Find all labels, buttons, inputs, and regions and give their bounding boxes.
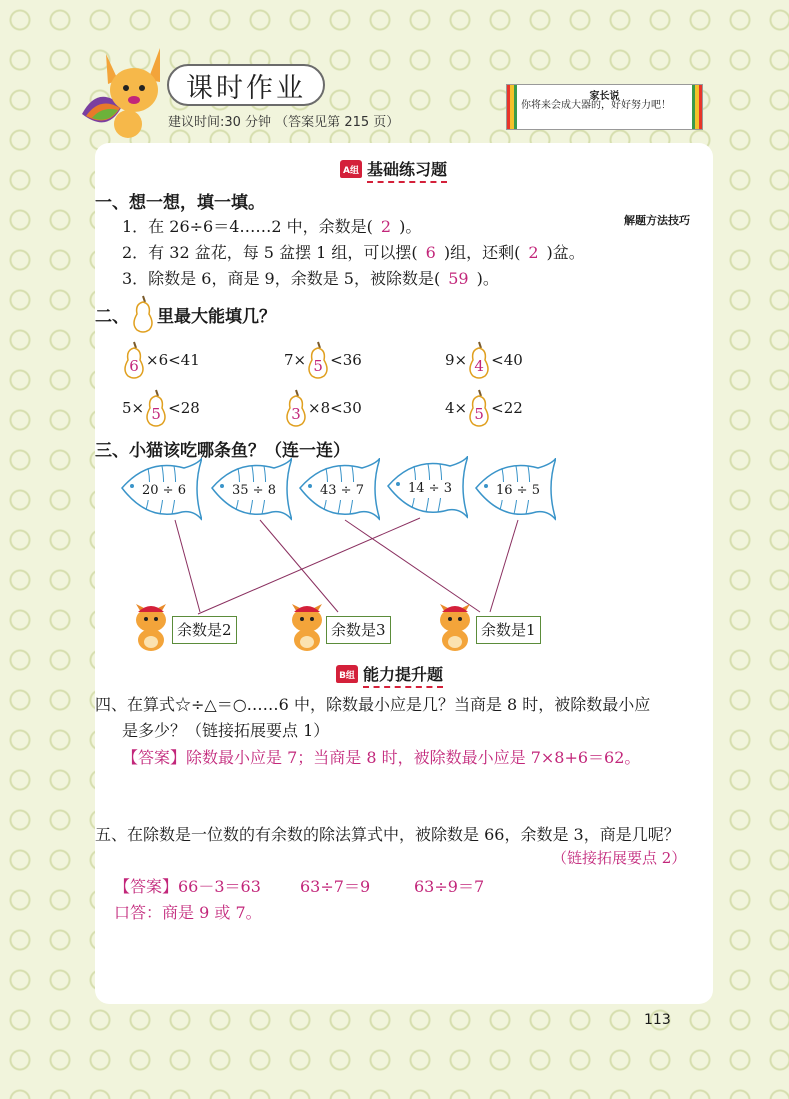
q2-item-2: 7× 5 <36 — [284, 340, 362, 380]
q5-answer-3: 63÷9＝7 — [414, 877, 485, 896]
q2-title: 二、 里最大能填几？ — [95, 294, 276, 334]
q3-title: 三、小猫该吃哪条鱼？（连一连） — [95, 441, 350, 461]
pear-icon: 6 — [122, 340, 146, 380]
fish-4[interactable] — [384, 456, 468, 522]
pear-icon: 5 — [467, 388, 491, 428]
answer-value: 2 — [380, 217, 392, 236]
q2-item-3: 9× 4 <40 — [445, 340, 523, 380]
cat-icon — [284, 600, 330, 652]
cat-remainder-label[interactable]: 余数是1 — [476, 616, 541, 644]
q1-item-1: 1．在 26÷6＝4……2 中，余数是( 2 )。 — [122, 217, 422, 236]
q1-item-3: 3．除数是 6，商是 9，余数是 5，被除数是( 59 )。 — [122, 269, 499, 288]
q5-link: （链接拓展要点 2） — [552, 849, 687, 867]
fish-2[interactable] — [208, 458, 292, 524]
q4-line-2: 是多少？（链接拓展要点 1） — [122, 721, 330, 740]
pear-icon: 4 — [467, 340, 491, 380]
q2-item-6: 4× 5 <22 — [445, 388, 523, 428]
fish-label: 20 ÷ 6 — [138, 482, 190, 500]
cat-icon — [432, 600, 478, 652]
pear-icon: 3 — [284, 388, 308, 428]
cat-remainder-label[interactable]: 余数是2 — [172, 616, 237, 644]
suggested-time: 建议时间:30 分钟 （答案见第 215 页） — [168, 115, 400, 130]
cat-remainder-label[interactable]: 余数是3 — [326, 616, 391, 644]
group-a-badge-icon: A组 — [340, 160, 362, 178]
fish-1[interactable] — [118, 458, 202, 524]
group-b-badge-icon: B组 — [336, 665, 358, 683]
fish-label: 43 ÷ 7 — [316, 482, 368, 500]
fish-5[interactable] — [472, 458, 556, 524]
page-title: 课时作业 — [167, 64, 325, 106]
fish-3[interactable] — [296, 458, 380, 524]
q5-answer-4: 口答：商是 9 或 7。 — [114, 903, 262, 922]
fish-label: 16 ÷ 5 — [492, 482, 544, 500]
parent-note-title: 家长说 — [589, 91, 620, 102]
answer-value: 2 — [528, 243, 539, 262]
q1-item-2: 2．有 32 盆花，每 5 盆摆 1 组，可以摆( 6 )组，还剩( 2 )盆。 — [122, 243, 585, 262]
q5-line-1: 五、在除数是一位数的有余数的除法算式中，被除数是 66，余数是 3，商是几呢？ — [95, 825, 680, 844]
group-b-title: 能力提升题 — [363, 662, 443, 688]
tip-label: 解题方法技巧 — [624, 214, 690, 227]
fish-label: 14 ÷ 3 — [404, 480, 456, 498]
pear-icon: 5 — [144, 388, 168, 428]
pear-icon: 5 — [306, 340, 330, 380]
parent-note-text: 你将来会成大器的，好好努力吧！ — [521, 100, 671, 111]
answer-value: 59 — [448, 269, 469, 288]
q2-item-4: 5× 5 <28 — [122, 388, 200, 428]
q1-title: 一、想一想，填一填。 — [95, 193, 265, 213]
fish-label: 35 ÷ 8 — [228, 482, 280, 500]
q2-item-5: 3 ×8<30 — [284, 388, 362, 428]
q4-line-1: 四、在算式☆÷△＝○……6 中，除数最小应是几？当商是 8 时，被除数最小应 — [95, 695, 651, 714]
group-a-title: 基础练习题 — [367, 157, 447, 183]
q5-answer-1: 【答案】66－3＝63 — [114, 877, 261, 896]
q4-answer: 【答案】除数最小应是 7；当商是 8 时，被除数最小应是 7×8+6＝62。 — [122, 748, 641, 767]
page-number: 113 — [644, 1012, 671, 1028]
answer-value: 6 — [425, 243, 436, 262]
cat-icon — [128, 600, 174, 652]
q5-answer-2: 63÷7＝9 — [300, 877, 371, 896]
q2-item-1: 6 ×6<41 — [122, 340, 200, 380]
